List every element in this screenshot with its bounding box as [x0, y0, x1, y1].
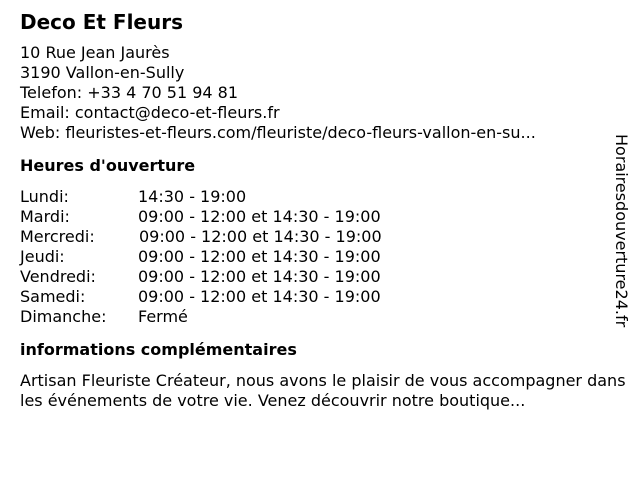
- web-line: Web: fleuristes-et-fleurs.com/fleuriste/deco-fleurs-vallon-en-su...: [20, 123, 536, 142]
- hours-time: 14:30 - 19:00: [138, 187, 247, 206]
- hours-day: Vendredi:: [20, 267, 96, 286]
- additional-info-heading: informations complémentaires: [20, 340, 297, 359]
- hours-day: Mercredi:: [20, 227, 95, 246]
- email-line: Email: contact@deco-et-fleurs.fr: [20, 103, 280, 122]
- address-line-street: 10 Rue Jean Jaurès: [20, 43, 170, 62]
- phone-line: Telefon: +33 4 70 51 94 81: [20, 83, 239, 102]
- hours-day: Samedi:: [20, 287, 86, 306]
- hours-time: 09:00 - 12:00 et 14:30 - 19:00: [138, 247, 381, 266]
- hours-time: 09:00 - 12:00 et 14:30 - 19:00: [139, 227, 382, 246]
- hours-day: Lundi:: [20, 187, 69, 206]
- address-line-city: 3190 Vallon-en-Sully: [20, 63, 185, 82]
- additional-info-text: Artisan Fleuriste Créateur, nous avons le plaisir de vous accompagner dans les événements de votre vie. Venez découvrir notre boutique...: [20, 371, 626, 410]
- hours-time: 09:00 - 12:00 et 14:30 - 19:00: [138, 287, 381, 306]
- site-watermark: Horairesdouverture24.fr: [612, 134, 631, 328]
- hours-row-thursday: [20, 247, 620, 267]
- hours-row-wednesday: [20, 227, 620, 247]
- business-name: Deco Et Fleurs: [20, 10, 183, 34]
- hours-time: Fermé: [138, 307, 188, 326]
- hours-row-monday: [20, 187, 620, 207]
- hours-row-friday: [20, 267, 620, 287]
- hours-time: 09:00 - 12:00 et 14:30 - 19:00: [138, 207, 381, 226]
- opening-hours-heading: Heures d'ouverture: [20, 156, 196, 175]
- hours-row-saturday: [20, 287, 620, 307]
- hours-day: Mardi:: [20, 207, 70, 226]
- hours-row-sunday: [20, 307, 620, 327]
- opening-hours-table: [20, 187, 620, 327]
- hours-row-tuesday: [20, 207, 620, 227]
- hours-time: 09:00 - 12:00 et 14:30 - 19:00: [138, 267, 381, 286]
- hours-day: Dimanche:: [20, 307, 107, 326]
- hours-day: Jeudi:: [20, 247, 65, 266]
